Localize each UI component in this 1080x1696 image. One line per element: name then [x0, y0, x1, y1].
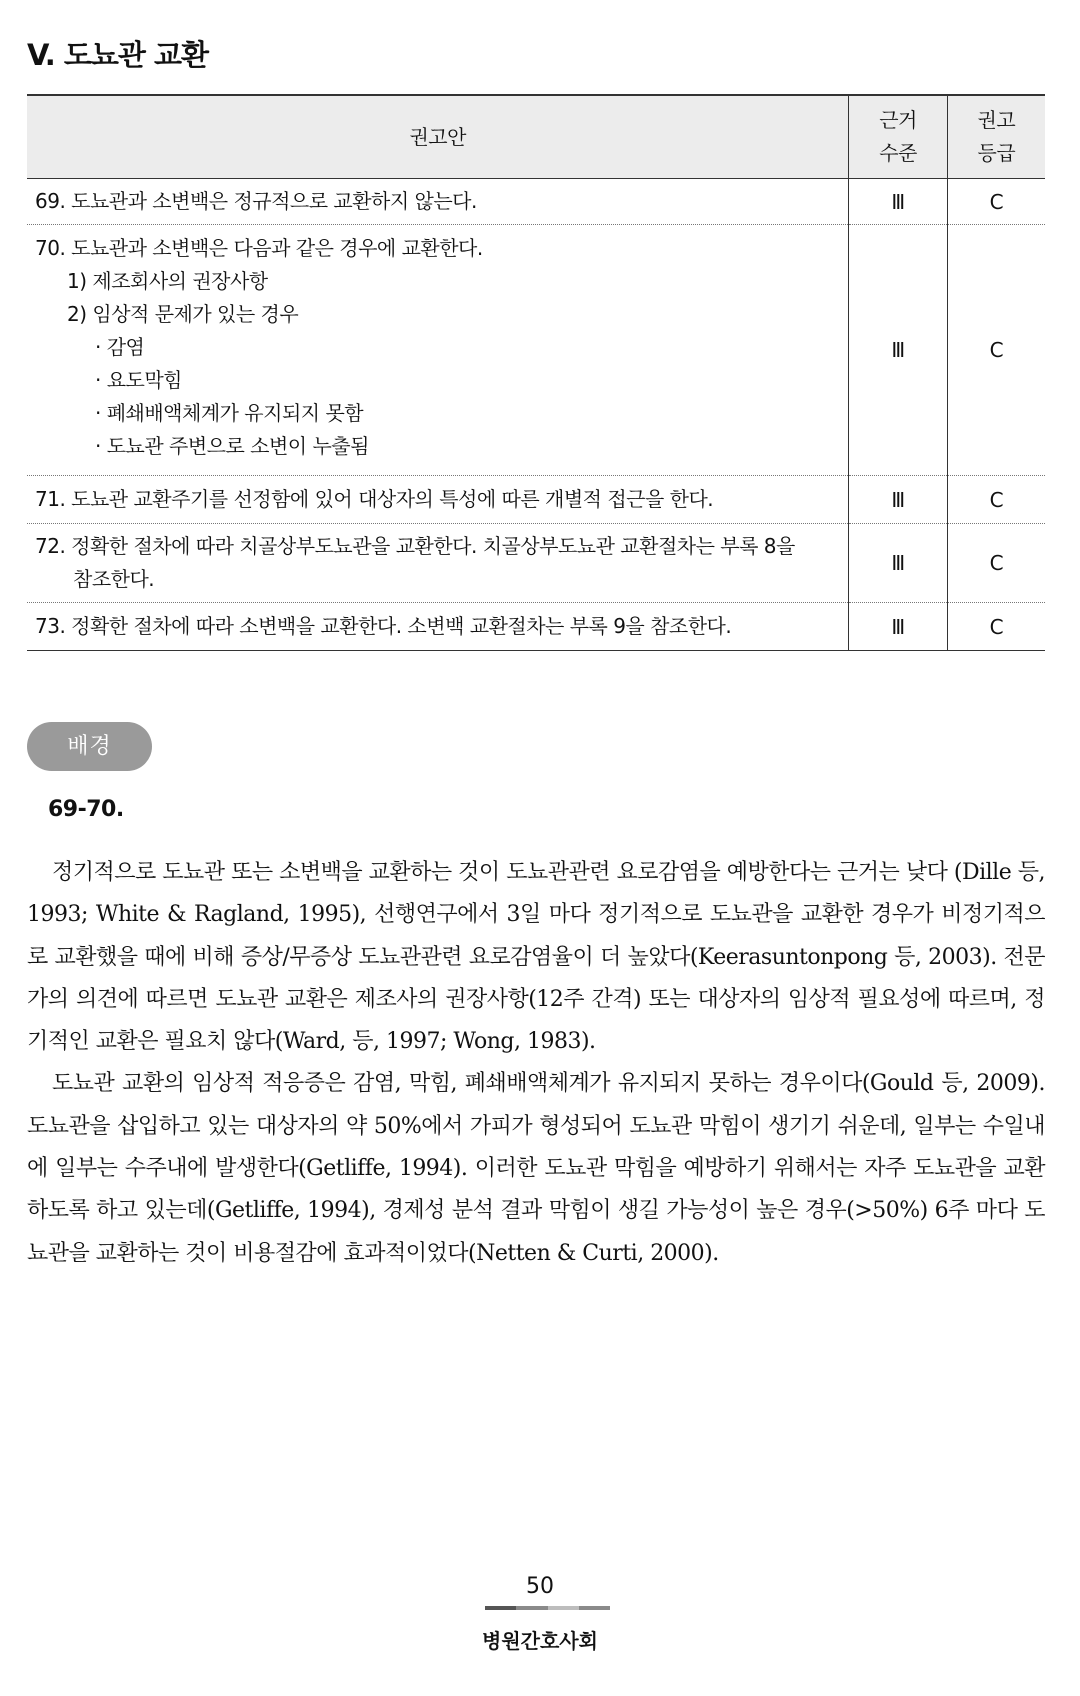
- background-paragraph: 정기적으로 도뇨관 또는 소변백을 교환하는 것이 도뇨관관련 요로감염을 예방한다는 근거는 낮다 (Dille 등, 1993; White & Ragland, 1995), 선행연구에서 3일 마다 정기적으로 도뇨관을 교환한 경우가 비정기적으로 교환했을 때에 비해 증상/무증상 도뇨관관련 요로감염율이 더 높았다(Keerasuntonpong 등, 2003). 전문가의 의견에 따르면 도뇨관 교환은 제조사의 권장사항(12주 간격) 또는 대상자의 임상적 필요성에 따르며, 정기적인 교환은 필요치 않다(Ward, 등, 1997; Wong, 1983).: [27, 860, 1045, 1055]
- table-header-row: [27, 95, 1045, 179]
- recommendation-text: [27, 476, 849, 524]
- recommendation-subitem: 2) 임상적 문제가 있는 경우: [67, 302, 299, 326]
- background-paragraph: 도뇨관 교환의 임상적 적응증은 감염, 막힘, 폐쇄배액체계가 유지되지 못하는 경우이다(Gould 등, 2009). 도뇨관을 삽입하고 있는 대상자의 약 50%에서 가피가 형성되어 도뇨관 막힘이 생기기 쉬운데, 일부는 수일내에 일부는 수주내에 발생한다(Getliffe, 1994). 이러한 도뇨관 막힘을 예방하기 위해서는 자주 도뇨관을 교환하도록 하고 있는데(Getliffe, 1994), 경제성 분석 결과 막힘이 생길 가능성이 높은 경우(>50%) 6주 마다 도뇨관을 교환하는 것이 비용절감에 효과적이었다(Netten & Curti, 2000).: [27, 1071, 1045, 1266]
- recommendation-text: [27, 225, 849, 476]
- bar-segment: [485, 1606, 516, 1610]
- header-level-line2: 수준: [879, 141, 917, 165]
- header-grade-line1: 권고: [977, 108, 1016, 132]
- evidence-level: Ⅲ: [849, 476, 947, 524]
- page-number: 50: [526, 1574, 554, 1599]
- recommendation-bullet: · 요도막힘: [95, 368, 182, 392]
- header-recommendation: 권고안: [27, 95, 849, 179]
- table-row: [27, 524, 1045, 603]
- recommendation-line: 72. 정확한 절차에 따라 치골상부도뇨관을 교환한다. 치골상부도뇨관 교환절차는 부록 8을: [35, 534, 795, 558]
- recommendation-bullet: · 폐쇄배액체계가 유지되지 못함: [95, 401, 364, 425]
- bar-segment: [579, 1606, 610, 1610]
- evidence-level: Ⅲ: [849, 524, 947, 603]
- evidence-level: Ⅲ: [849, 225, 947, 476]
- reference-title: 69-70.: [48, 797, 124, 822]
- evidence-level: Ⅲ: [849, 603, 947, 651]
- recommendation-line: 71. 도뇨관 교환주기를 선정함에 있어 대상자의 특성에 따른 개별적 접근을 한다.: [35, 487, 714, 511]
- header-grade-line2: 등급: [977, 141, 1016, 165]
- table-row: [27, 603, 1045, 651]
- page-number-bar: [485, 1606, 610, 1610]
- recommendation-subitem: 1) 제조회사의 권장사항: [67, 269, 268, 293]
- recommendation-bullet: · 감염: [95, 335, 145, 359]
- recommendation-grade: C: [947, 603, 1045, 651]
- recommendation-line: 73. 정확한 절차에 따라 소변백을 교환한다. 소변백 교환절차는 부록 9을 참조한다.: [35, 614, 732, 638]
- evidence-level: Ⅲ: [849, 179, 947, 225]
- background-body: [27, 852, 1045, 1275]
- organization-name: 병원간호사회: [482, 1629, 598, 1653]
- recommendation-text: [27, 179, 849, 225]
- recommendation-table: [27, 94, 1045, 651]
- recommendation-grade: C: [947, 476, 1045, 524]
- section-title: V. 도뇨관 교환: [27, 38, 208, 72]
- background-label: 배경: [27, 722, 152, 771]
- bar-segment: [516, 1606, 547, 1610]
- header-evidence-level: [849, 95, 947, 179]
- recommendation-grade: C: [947, 225, 1045, 476]
- bar-segment: [548, 1606, 579, 1610]
- recommendation-line: 70. 도뇨관과 소변백은 다음과 같은 경우에 교환한다.: [35, 236, 483, 260]
- header-grade: [947, 95, 1045, 179]
- table-row: [27, 179, 1045, 225]
- table-row: [27, 476, 1045, 524]
- recommendation-line: 69. 도뇨관과 소변백은 정규적으로 교환하지 않는다.: [35, 189, 477, 213]
- recommendation-text: [27, 524, 849, 603]
- header-level-line1: 근거: [879, 108, 917, 132]
- recommendation-grade: C: [947, 524, 1045, 603]
- recommendation-bullet: · 도뇨관 주변으로 소변이 누출됨: [95, 434, 369, 458]
- table-row: [27, 225, 1045, 476]
- recommendation-line: 참조한다.: [73, 567, 155, 591]
- recommendation-text: [27, 603, 849, 651]
- recommendation-grade: C: [947, 179, 1045, 225]
